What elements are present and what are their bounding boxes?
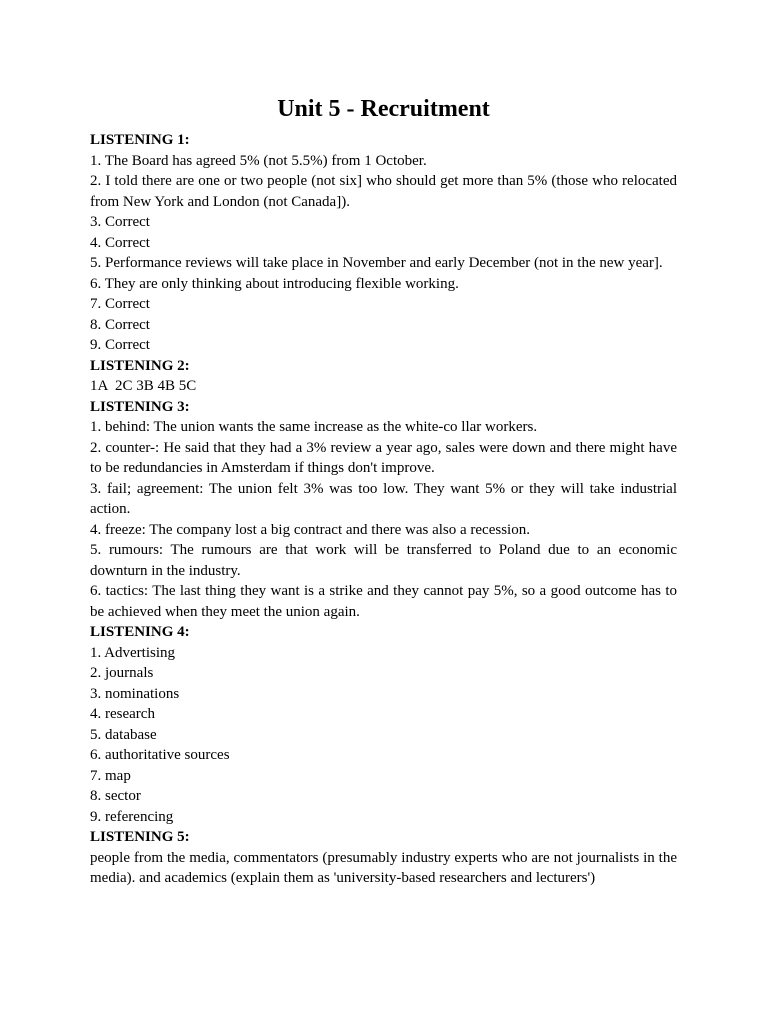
answer-line: 5. rumours: The rumours are that work will be transferred to Poland due to an economic downturn in the industry. bbox=[90, 542, 677, 579]
answer-line: 5. Performance reviews will take place in November and early December (not in the new year]. bbox=[90, 255, 663, 271]
answer-line: 1. Advertising bbox=[90, 644, 175, 661]
answer-line: 4. Correct bbox=[90, 234, 150, 251]
answer-line: 1. The Board has agreed 5% (not 5.5%) from 1 October. bbox=[90, 152, 427, 169]
answer-line: 7. map bbox=[90, 767, 131, 784]
section-listening-5 bbox=[90, 827, 677, 889]
answer-line: 2. I told there are one or two people (not six] who should get more than 5% (those who relocated from New York and London (not Canada]). bbox=[90, 173, 677, 210]
answer-line: 3. fail; agreement: The union felt 3% was too low. They want 5% or they will take industrial action. bbox=[90, 480, 677, 517]
answer-line: 6. They are only thinking about introducing flexible working. bbox=[90, 275, 459, 292]
section-listening-4 bbox=[90, 622, 677, 827]
answer-line: 9. referencing bbox=[90, 808, 174, 825]
section-heading: LISTENING 4: bbox=[90, 624, 190, 640]
answer-line: 4. research bbox=[90, 706, 155, 722]
answer-line: 2. journals bbox=[90, 665, 154, 681]
section-heading: LISTENING 1: bbox=[90, 132, 190, 148]
answer-line: 2. counter-: He said that they had a 3% review a year ago, sales were down and there might have to be redundancies in Amsterdam if things don't improve. bbox=[90, 439, 677, 476]
answer-line: 7. Correct bbox=[90, 296, 150, 312]
section-listening-1 bbox=[90, 130, 677, 356]
answer-line: 6. authoritative sources bbox=[90, 747, 230, 763]
answer-line: 6. tactics: The last thing they want is a strike and they cannot pay 5%, so a good outcome has to be achieved when they meet the union again. bbox=[90, 583, 677, 620]
section-heading: LISTENING 3: bbox=[90, 398, 190, 415]
section-heading: LISTENING 5: bbox=[90, 829, 190, 845]
answer-line: 4. freeze: The company lost a big contract and there was also a recession. bbox=[90, 521, 530, 538]
answer-line: people from the media, commentators (presumably industry experts who are not journalists in the media). and academics (explain them as 'university-based researchers and lecturers') bbox=[90, 849, 677, 886]
answer-line: 3. nominations bbox=[90, 685, 180, 702]
answer-line: 9. Correct bbox=[90, 337, 150, 353]
answer-line: 1A 2C 3B 4B 5C bbox=[90, 378, 197, 394]
section-listening-3 bbox=[90, 397, 677, 623]
answer-line: 8. Correct bbox=[90, 316, 150, 333]
page-title: Unit 5 - Recruitment bbox=[277, 96, 490, 122]
section-listening-2 bbox=[90, 356, 677, 397]
answer-line: 5. database bbox=[90, 726, 157, 743]
section-heading: LISTENING 2: bbox=[90, 357, 190, 374]
answer-line: 1. behind: The union wants the same increase as the white-co llar workers. bbox=[90, 419, 538, 435]
answer-line: 8. sector bbox=[90, 788, 141, 804]
answer-line: 3. Correct bbox=[90, 214, 150, 230]
